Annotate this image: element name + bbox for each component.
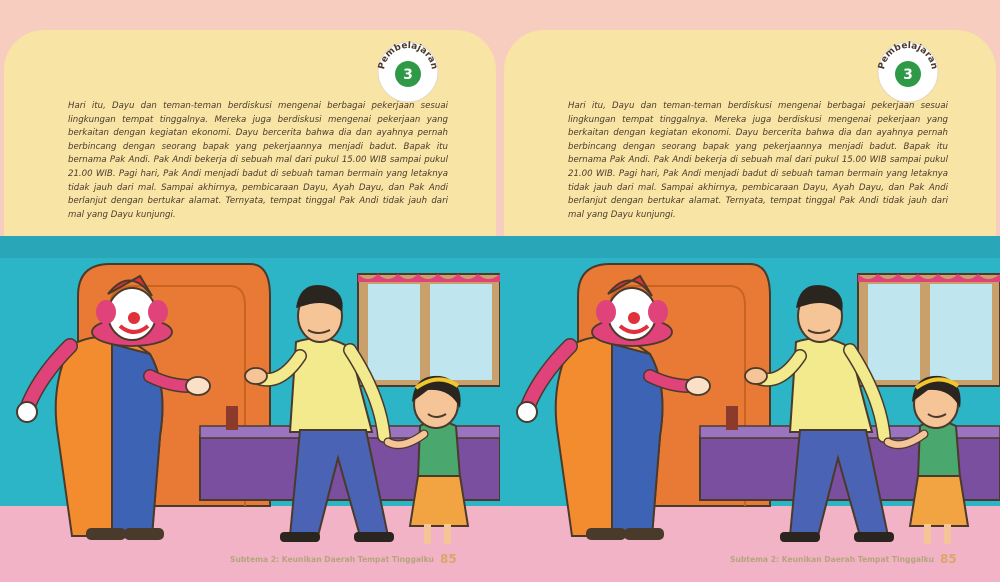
badge-label: Pembelajaran [377, 40, 439, 71]
illustration [500, 236, 1000, 582]
footer-subtheme: Subtema 2: Keunikan Daerah Tempat Tinggalku [730, 555, 935, 564]
right-page [500, 0, 1000, 582]
pembelajaran-badge [376, 40, 440, 104]
illustration [0, 236, 500, 582]
story-paragraph: Hari itu, Dayu dan teman-teman berdiskusi mengenai berbagai pekerjaan sesuai lingkungan tempat tinggalnya. Mereka juga berdiskusi mengenai pekerjaan yang berkaitan dengan kegiatan ekonomi. Dayu bercerita bahwa dia dan ayahnya pernah berbincang dengan seorang bapak yang pekerjaannya menjadi badut. Bapak itu bernama Pak Andi. Pak Andi bekerja di sebuah mal dari pukul 15.00 WIB sampai pukul 21.00 WIB. Pagi hari, Pak Andi menjadi badut di sebuah taman bermain yang letaknya tidak jauh dari mal. Sampai akhirnya, pembicaraan Dayu, Ayah Dayu, dan Pak Andi berlanjut dengan bertukar alamat. Ternyata, tempat tinggal Pak Andi tidak jauh dari mal yang Dayu kunjungi. [568, 101, 948, 220]
page-sheet [500, 0, 1000, 582]
pembelajaran-badge [876, 40, 940, 104]
page-number: 85 [940, 552, 957, 566]
footer-subtheme: Subtema 2: Keunikan Daerah Tempat Tinggalku [230, 555, 435, 564]
page-number: 85 [440, 552, 457, 566]
story-paragraph: Hari itu, Dayu dan teman-teman berdiskusi mengenai berbagai pekerjaan sesuai lingkungan tempat tinggalnya. Mereka juga berdiskusi mengenai pekerjaan yang berkaitan dengan kegiatan ekonomi. Dayu bercerita bahwa dia dan ayahnya pernah berbincang dengan seorang bapak yang pekerjaannya menjadi badut. Bapak itu bernama Pak Andi. Pak Andi bekerja di sebuah mal dari pukul 15.00 WIB sampai pukul 21.00 WIB. Pagi hari, Pak Andi menjadi badut di sebuah taman bermain yang letaknya tidak jauh dari mal. Sampai akhirnya, pembicaraan Dayu, Ayah Dayu, dan Pak Andi berlanjut dengan bertukar alamat. Ternyata, tempat tinggal Pak Andi tidak jauh dari mal yang Dayu kunjungi. [68, 101, 448, 220]
badge-number: 3 [903, 67, 913, 83]
page-footer [730, 552, 970, 572]
badge-number: 3 [403, 67, 413, 83]
badge-label: Pembelajaran [877, 40, 939, 71]
page-footer [230, 552, 470, 572]
